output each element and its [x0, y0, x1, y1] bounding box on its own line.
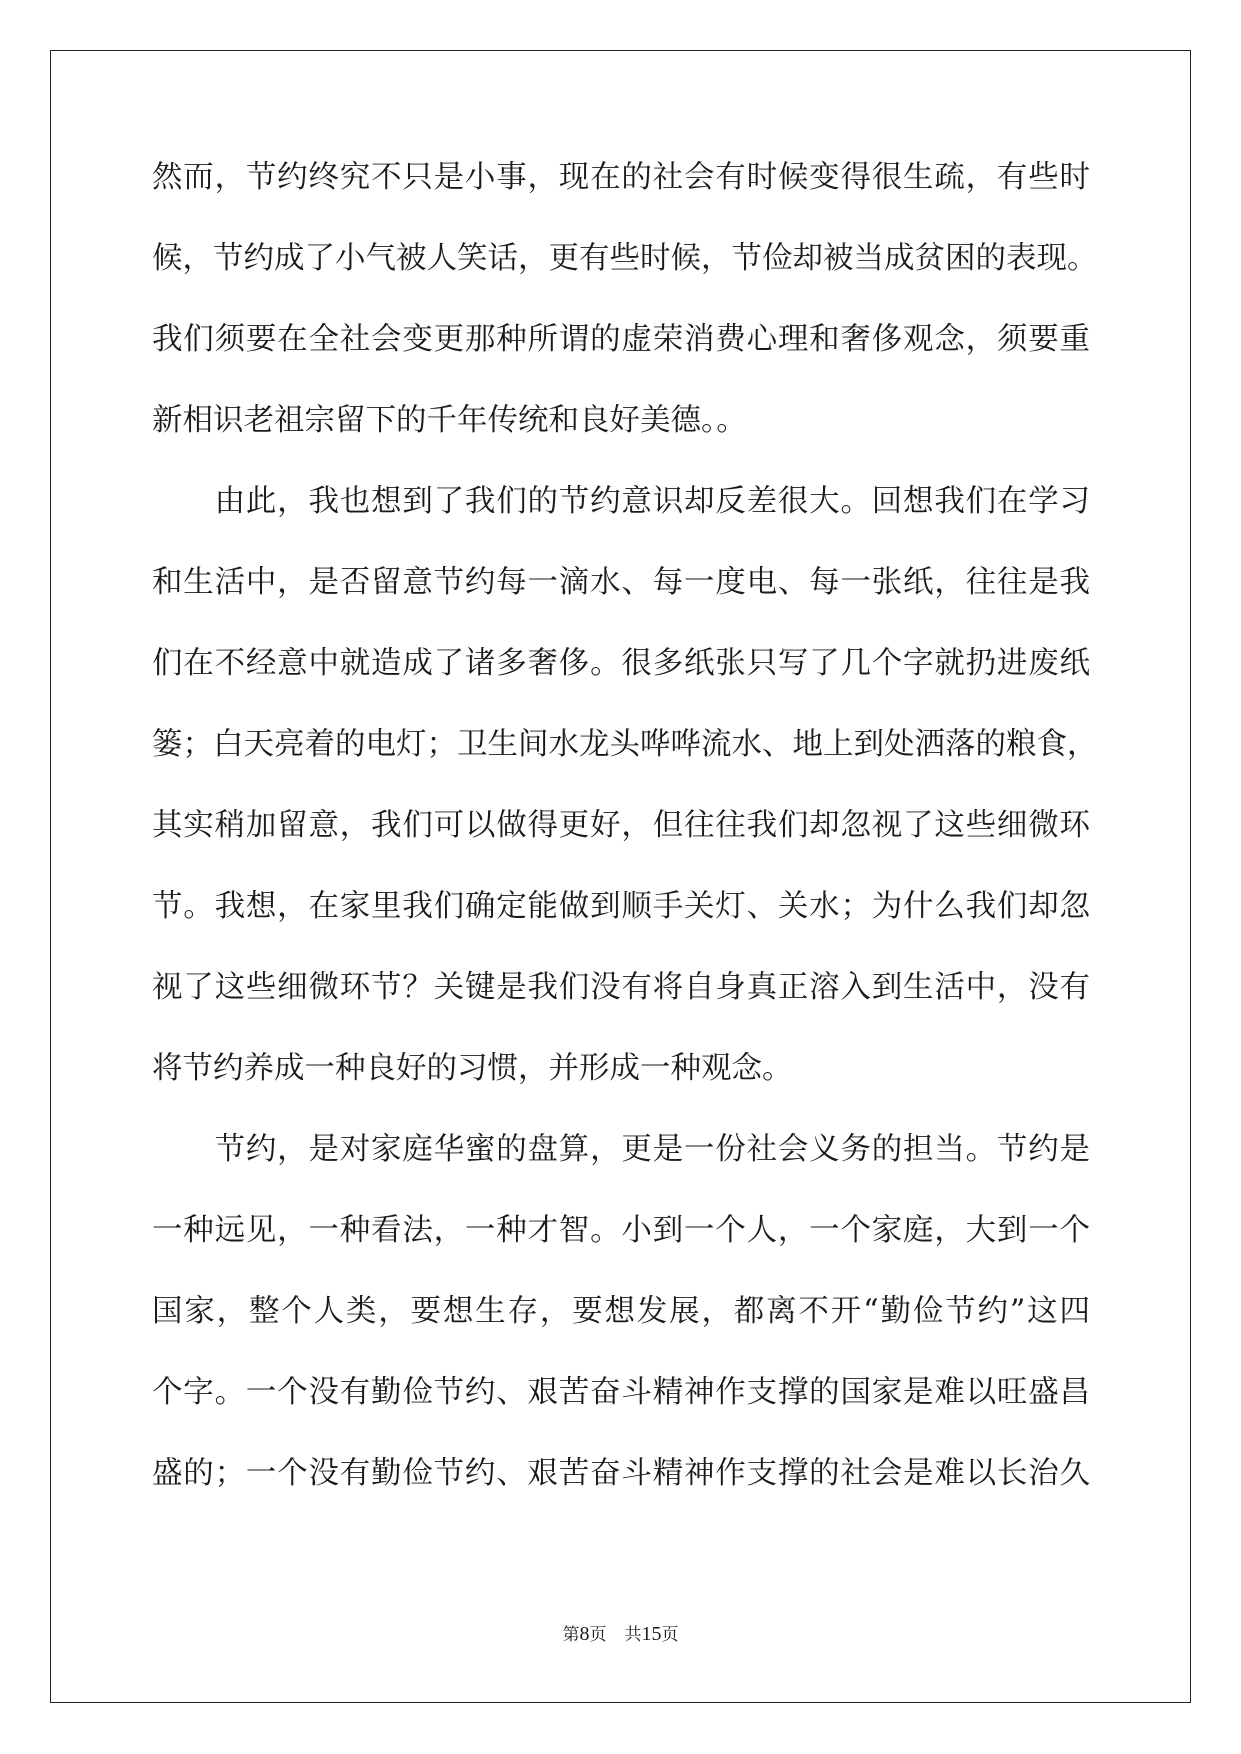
text-line: 盛的；一个没有勤俭节约、艰苦奋斗精神作支撑的社会是难以长治久 — [152, 1456, 1090, 1491]
page-number: 8 — [579, 1623, 590, 1645]
page-total: 15 — [641, 1623, 662, 1645]
text-line: 将节约养成一种良好的习惯，并形成一种观念。 — [152, 1051, 793, 1086]
paragraph-3 — [152, 1130, 1090, 1494]
paragraph-2 — [152, 482, 1098, 1089]
text-line: 个字。一个没有勤俭节约、艰苦奋斗精神作支撑的国家是难以旺盛昌 — [152, 1375, 1090, 1410]
text-line: 一种远见，一种看法，一种才智。小到一个人，一个家庭，大到一个 — [152, 1213, 1090, 1248]
text-line: 节约，是对家庭华蜜的盘算，更是一份社会义务的担当。节约是 — [152, 1132, 1090, 1167]
total-suffix: 页 — [661, 1625, 679, 1645]
text-line: 由此，我也想到了我们的节约意识却反差很大。回想我们在学习 — [152, 484, 1090, 519]
page-suffix: 页 — [589, 1625, 607, 1645]
text-line: 视了这些细微环节？关键是我们没有将自身真正溶入到生活中，没有 — [152, 970, 1090, 1005]
text-line: 我们须要在全社会变更那种所谓的虚荣消费心理和奢侈观念，须要重 — [152, 322, 1090, 357]
paragraph-1 — [152, 158, 1098, 441]
page-footer — [0, 1620, 1241, 1646]
text-line: 其实稍加留意，我们可以做得更好，但往往我们却忽视了这些细微环 — [152, 808, 1090, 843]
text-line: 和生活中，是否留意节约每一滴水、每一度电、每一张纸，往往是我 — [152, 565, 1090, 600]
total-prefix: 共 — [624, 1625, 642, 1645]
document-body — [152, 158, 1098, 1535]
text-line: 们在不经意中就造成了诸多奢侈。很多纸张只写了几个字就扔进废纸 — [152, 646, 1090, 681]
text-line: 国家，整个人类，要想生存，要想发展，都离不开“勤俭节约”这四 — [152, 1294, 1090, 1329]
text-line: 节。我想，在家里我们确定能做到顺手关灯、关水；为什么我们却忽 — [152, 889, 1090, 924]
page-prefix: 第 — [562, 1625, 580, 1645]
text-line: 新相识老祖宗留下的千年传统和良好美德。。 — [152, 403, 747, 438]
text-line: 然而，节约终究不只是小事，现在的社会有时候变得很生疏，有些时 — [152, 160, 1090, 195]
text-line: 候，节约成了小气被人笑话，更有些时候，节俭却被当成贫困的表现。 — [152, 241, 1098, 276]
text-line: 篓；白天亮着的电灯；卫生间水龙头哗哗流水、地上到处洒落的粮食， — [152, 727, 1098, 762]
